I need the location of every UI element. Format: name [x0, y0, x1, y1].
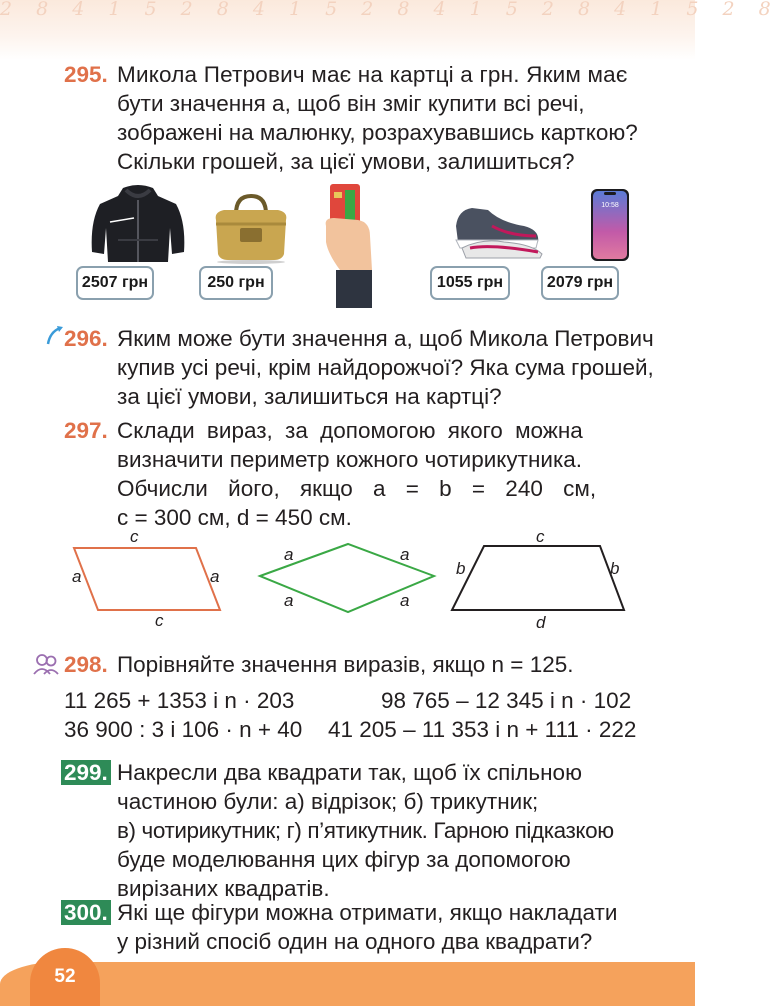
label-trap-b-right: b	[610, 559, 620, 578]
label-c-top: c	[130, 527, 139, 546]
text-line: Скільки грошей, за цієї умови, залишиться?	[117, 149, 575, 174]
pair-work-icon	[32, 652, 60, 676]
bag-image	[210, 192, 292, 262]
text-line: c = 300 см, d = 450 см.	[117, 505, 352, 530]
text-line: Порівняйте значення виразів, якщо n = 125.	[117, 652, 574, 677]
task-300	[64, 898, 644, 956]
task-number: 295.	[64, 62, 108, 87]
task-number: 300.	[61, 900, 111, 925]
text-line: купив усі речі, крім найдорожчої? Яка сума грошей,	[117, 355, 654, 380]
text-line: Накресли два квадрати так, щоб їх спільною	[117, 760, 582, 785]
card-in-hand-image	[318, 182, 378, 308]
label-rhombus-bl: a	[284, 591, 294, 610]
price-tag-bag: 250 грн	[199, 266, 273, 300]
label-trap-c: c	[536, 527, 545, 546]
trapezoid-shape	[452, 546, 624, 610]
text-line: зображені на малюнку, розрахувавшись карткою?	[117, 120, 638, 145]
expression-1: 11 265 + 1353 і n · 203	[64, 688, 295, 713]
expression-2: 98 765 – 12 345 і n · 102	[381, 688, 632, 713]
text-line: в) чотирикутник; г) п’ятикутник. Гарною підказкою	[117, 818, 614, 843]
pencil-icon	[44, 324, 66, 346]
task-number: 298.	[64, 652, 108, 677]
task-number: 297.	[64, 418, 108, 443]
text-line: частиною були: а) відрізок; б) трикутник;	[117, 789, 539, 814]
task-number: 296.	[64, 326, 108, 351]
text-line: Склади вираз, за допомогою якого можна	[117, 418, 583, 443]
task-296	[64, 324, 654, 411]
task-299	[64, 758, 644, 903]
text-line: вирізаних квадратів.	[117, 876, 330, 901]
jacket-image	[88, 182, 188, 266]
phone-time: 10:58	[601, 202, 619, 209]
header-digits: 2 8 4 1 5 2 8 4 1 5 2 8 4 1 5 2 8 4 1 5 2 8	[0, 0, 780, 20]
task-text	[117, 650, 644, 679]
text-line: бути значення a, щоб він зміг купити всі речі,	[117, 91, 585, 116]
task-text	[117, 416, 644, 532]
label-trap-b-left: b	[456, 559, 466, 578]
label-rhombus-tl: a	[284, 545, 294, 564]
parallelogram-shape	[74, 548, 220, 610]
label-a-left: a	[72, 567, 82, 586]
text-line: визначити периметр кожного чотирикутника.	[117, 447, 583, 472]
quadrilaterals-figure	[60, 526, 640, 636]
task-text	[117, 60, 644, 176]
price-tag-jacket: 2507 грн	[76, 266, 154, 300]
footer-band	[0, 962, 695, 1006]
label-rhombus-tr: a	[400, 545, 410, 564]
task-text	[117, 324, 654, 411]
sneakers-image	[452, 196, 544, 260]
task-297	[64, 416, 644, 532]
phone-image	[590, 188, 630, 262]
task-295	[64, 60, 644, 176]
label-a-right: a	[210, 567, 220, 586]
page-number: 52	[54, 966, 76, 987]
price-tag-sneakers: 1055 грн	[430, 266, 510, 300]
text-line: буде моделювання цих фігур за допомогою	[117, 847, 571, 872]
text-line: Які ще фігури можна отримати, якщо накладати	[117, 900, 618, 925]
task-298	[64, 650, 644, 679]
task-text	[117, 898, 644, 956]
label-trap-d: d	[536, 613, 546, 632]
text-line: у різний спосіб один на одного два квадрати?	[117, 929, 593, 954]
task-number: 299.	[61, 760, 111, 785]
expression-4: 41 205 – 11 353 і n + 111 · 222	[328, 717, 637, 742]
label-c-bottom: c	[155, 611, 164, 630]
text-line: Яким може бути значення a, щоб Микола Петрович	[117, 326, 654, 351]
task-text	[117, 758, 644, 903]
price-tag-phone: 2079 грн	[541, 266, 619, 300]
text-line: Обчисли його, якщо a = b = 240 см,	[117, 476, 597, 501]
text-line: Микола Петрович має на картці a грн. Яким має	[117, 62, 628, 87]
expression-3: 36 900 : 3 і 106 · n + 40	[64, 717, 303, 742]
label-rhombus-br: a	[400, 591, 410, 610]
text-line: за цієї умови, залишиться на картці?	[117, 384, 502, 409]
